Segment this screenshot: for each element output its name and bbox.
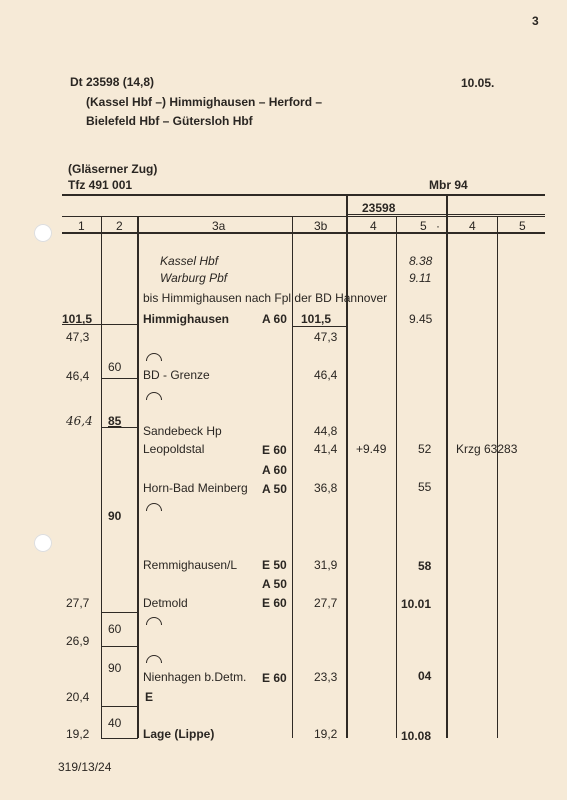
col-divider-6 [446,194,448,738]
station-kassel: Kassel Hbf [160,254,219,268]
mbr-value: Mbr 94 [429,178,468,192]
km3b-bd-grenze: 46,4 [314,368,338,382]
arc-symbol [146,353,162,361]
time-warburg: 9.11 [409,271,432,285]
train-note: (Gläserner Zug) [68,162,158,176]
time-kassel: 8.38 [409,254,433,268]
speed-90b: 90 [108,661,122,675]
col-header-5-dot: · [436,219,440,233]
arc-symbol [146,392,162,400]
signal-e: E [145,690,154,704]
station-horn-bad-meinberg: Horn-Bad Meinberg [143,481,248,495]
station-sandebeck: Sandebeck Hp [143,424,222,438]
km3b-detmold: 27,7 [314,596,338,610]
km3b-nienhagen: 23,3 [314,670,338,684]
col-header-3a: 3a [212,219,226,233]
speed-85: 85 [108,414,122,428]
arc-symbol [146,503,162,511]
signal-detmold: E 60 [262,596,287,610]
km3b-horn: 36,8 [314,481,338,495]
col-divider-1 [101,216,102,738]
route-line-2: Bielefeld Hbf – Gütersloh Hbf [86,114,253,128]
time-lage: 10.08 [401,729,432,743]
speed-rule [101,378,138,379]
km3b-leopoldstal: 41,4 [314,442,338,456]
station-nienhagen: Nienhagen b.Detm. [143,670,247,684]
arc-symbol [146,655,162,663]
time4-leopoldstal: +9.49 [356,442,387,456]
col-header-5: 5 [420,219,427,233]
colhead-top-rule [62,216,545,217]
col-divider-2 [137,216,139,738]
speed-rule [101,706,138,707]
time-detmold: 10.01 [401,597,432,611]
col-divider-7 [497,216,498,738]
col-divider-5 [396,216,397,738]
km-himmighausen: 101,5 [62,312,93,326]
arc-symbol [146,617,162,625]
km-rule-3b [292,326,347,327]
signal-leopoldstal-2: A 60 [262,463,287,477]
route-note: bis Himmighausen nach Fpl der BD Hannover [143,291,388,305]
station-remmighausen: Remmighausen/L [143,558,238,572]
speed-60: 60 [108,360,122,374]
col-header-4: 4 [370,219,377,233]
col-header-4b: 4 [469,219,476,233]
time-remmighausen: 58 [418,559,432,573]
time-himmighausen: 9.45 [409,312,433,326]
punch-hole-top [34,224,52,242]
km-detmold: 27,7 [66,596,90,610]
station-warburg: Warburg Pbf [160,271,228,285]
col-divider-4 [346,194,348,738]
col-header-2: 2 [116,219,123,233]
km-20-4: 20,4 [66,690,90,704]
station-bd-grenze: BD - Grenze [143,368,210,382]
signal-remmighausen: E 50 [262,558,287,572]
signal-nienhagen: E 60 [262,671,287,685]
km3b-sandebeck: 44,8 [314,424,338,438]
signal-horn: A 50 [262,482,287,496]
train-title: Dt 23598 (14,8) [70,75,155,89]
time-nienhagen: 04 [418,669,432,683]
km-lage: 19,2 [66,727,90,741]
signal-himmighausen: A 60 [262,312,287,326]
station-lage-lippe: Lage (Lippe) [143,727,215,741]
crossing-note: Krzg 63283 [456,442,518,456]
tfz-number: Tfz 491 001 [68,178,133,192]
footer-reference: 319/13/24 [58,760,112,774]
km-bd-grenze: 46,4 [66,369,90,383]
km3b-remmighausen: 31,9 [314,558,338,572]
handwritten-km: 46,4 [66,414,93,428]
signal-leopoldstal: E 60 [262,443,287,457]
speed-rule [101,738,138,739]
speed-60b: 60 [108,622,122,636]
time5-leopoldstal: 52 [418,442,432,456]
speed-40: 40 [108,716,122,730]
station-leopoldstal: Leopoldstal [143,442,205,456]
date: 10.05. [461,76,495,90]
station-detmold: Detmold [143,596,188,610]
col-header-3b: 3b [314,219,328,233]
route-line-1: (Kassel Hbf –) Himmighausen – Herford – [86,95,323,109]
time-horn: 55 [418,480,432,494]
km-26-9: 26,9 [66,634,90,648]
col-header-1: 1 [78,219,85,233]
speed-rule [101,646,138,647]
km3b-himmighausen: 101,5 [301,312,332,326]
col-header-5b: 5 [519,219,526,233]
train-number-header: 23598 [362,201,396,215]
speed-rule [101,612,138,613]
km3b-47-3: 47,3 [314,330,338,344]
speed-90: 90 [108,509,122,523]
signal-remmighausen-2: A 50 [262,577,287,591]
km3b-lage: 19,2 [314,727,338,741]
page-number: 3 [532,14,539,28]
station-himmighausen: Himmighausen [143,312,230,326]
punch-hole-bottom [34,534,52,552]
table-top-rule [62,194,545,196]
km-47-3: 47,3 [66,330,90,344]
